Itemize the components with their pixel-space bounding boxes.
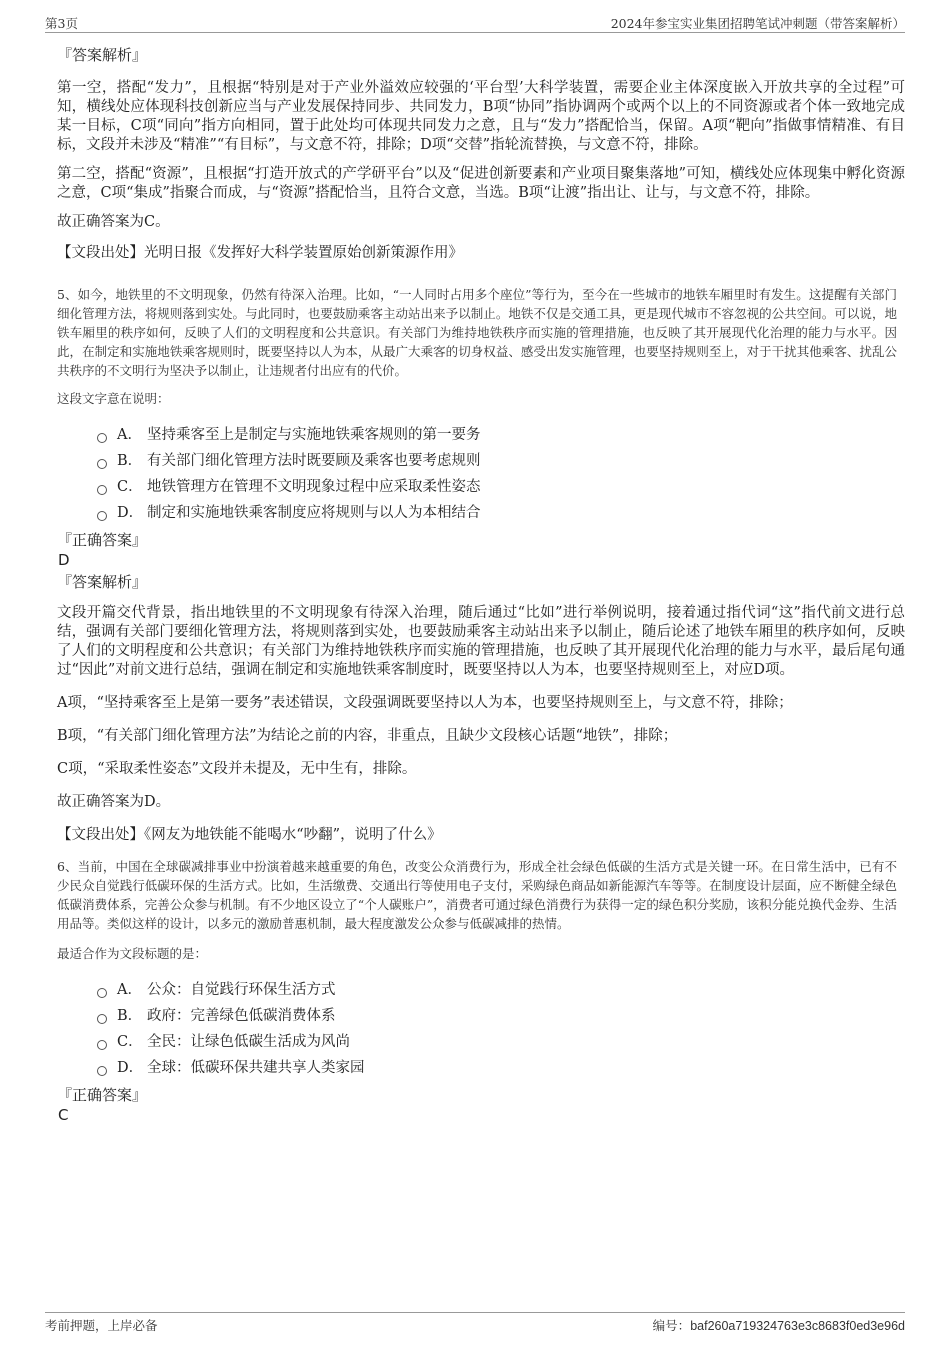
option-key: A． [117, 982, 142, 998]
question-text: 6、当前，中国在全球碳减排事业中扮演着越来越重要的角色，改变公众消费行为，形成全社会绿色低碳的生活方式是关键一环。在日常生活中，已有不少民众自觉践行低碳环保的生活方式。比如，生活缴费、交通出行等使用电子支付，采购绿色商品如新能源汽车等等。在制度设计层面，应不断健全绿色低碳消费体系，完善公众参与机制。有不少地区设立了“个人碳账户”，消费者可通过绿色消费行为获得一定的绿色积分奖励，该积分能兑换代金券、生活用品等。类似这样的设计，以多元的激励普惠机制，最大程度激发公众参与低碳减排的热情。 [57, 859, 897, 931]
option-key: C． [117, 1034, 143, 1050]
source-citation: 【文段出处】《网友为地铁能不能喝水“吵翻”，说明了什么》 [57, 827, 442, 843]
footer-slogan: 考前押题，上岸必备 [45, 1318, 158, 1333]
option-key: C． [117, 479, 143, 495]
option-text: 地铁管理方在管理不文明现象过程中应采取柔性姿态 [147, 479, 481, 495]
analysis-paragraph: A项，“坚持乘客至上是第一要务”表述错误，文段强调既要坚持以人为本，也要坚持规则至上，与文意不符，排除； [57, 695, 793, 711]
question-prompt: 最适合作为文段标题的是： [57, 946, 208, 961]
analysis-paragraph: C项，“采取柔性姿态”文段并未提及，无中生有，排除。 [57, 761, 417, 777]
question-6 [57, 857, 905, 1125]
analysis-paragraph: 第一空，搭配“发力”，且根据“特别是对于产业外溢效应较强的‘平台型’大科学装置，需要企业主体深度嵌入开放共享的全过程”可知，横线处应体现科技创新应当与产业发展保持同步、共同发力，B项“协同”指协调两个或两个以上的不同资源或者个体一致地完成某一目标，C项“同向”指方向相同，置于此处均可体现共同发力之意，且与“发力”搭配恰当，保留。A项“靶向”指做事情精准、有目标，文段并未涉及“精准”“有目标”，与文意不符，排除；D项“交替”指轮流替换，与文意不符，排除。 [57, 80, 905, 153]
option-text: 制定和实施地铁乘客制度应将规则与以人为本相结合 [147, 505, 481, 521]
radio-icon[interactable] [97, 459, 107, 469]
option-key: A． [117, 427, 142, 443]
option-list [97, 422, 905, 526]
option-c[interactable] [97, 474, 905, 500]
analysis-label: 『答案解析』 [57, 46, 148, 64]
question-prompt: 这段文字意在说明： [57, 391, 170, 406]
option-text: 坚持乘客至上是制定与实施地铁乘客规则的第一要务 [147, 427, 481, 443]
option-text: 有关部门细化管理方法时既要顾及乘客也要考虑规则 [147, 453, 481, 469]
option-list [97, 977, 905, 1081]
radio-icon[interactable] [97, 485, 107, 495]
option-b[interactable] [97, 1003, 905, 1029]
question-5 [57, 285, 905, 845]
correct-answer-label: 『正确答案』 [57, 1086, 148, 1104]
radio-icon[interactable] [97, 511, 107, 521]
source-citation: 【文段出处】光明日报《发挥好大科学装置原始创新策源作用》 [57, 245, 463, 261]
option-key: B． [117, 453, 143, 469]
question-text: 5、如今，地铁里的不文明现象，仍然有待深入治理。比如，“一人同时占用多个座位”等行为，至今在一些城市的地铁车厢里时有发生。这提醒有关部门细化管理方法，将规则落到实处。与此同时，也要鼓励乘客主动站出来予以制止。地铁不仅是交通工具，更是现代城市不容忽视的公共空间。可以说，地铁车厢里的秩序如何，反映了人们的文明程度和公共意识。有关部门为维持地铁秩序而实施的管理措施，也反映了其开展现代化治理的能力与水平。因此，在制定和实施地铁乘客规则时，既要坚持以人为本，从最广大乘客的切身权益、感受出发实施管理，也要坚持规则至上，对于干扰其他乘客、扰乱公共秩序的不文明行为坚决予以制止，让违规者付出应有的代价。 [57, 287, 897, 378]
option-d[interactable] [97, 1055, 905, 1081]
document-title: 2024年参宝实业集团招聘笔试冲刺题（带答案解析） [610, 16, 905, 31]
option-key: D． [117, 505, 144, 521]
correct-answer-value: D [58, 551, 70, 569]
radio-icon[interactable] [97, 988, 107, 998]
document-code [653, 1316, 905, 1334]
analysis-conclusion: 故正确答案为C。 [57, 214, 170, 230]
analysis-paragraph: B项，“有关部门细化管理方法”为结论之前的内容，非重点，且缺少文段核心话题“地铁”，排除； [57, 728, 678, 744]
option-text: 政府：完善绿色低碳消费体系 [147, 1008, 336, 1024]
option-text: 公众：自觉践行环保生活方式 [147, 982, 336, 998]
code-value: baf260a719324763e3c8683f0ed3e96d [690, 1319, 905, 1333]
option-a[interactable] [97, 422, 905, 448]
analysis-conclusion: 故正确答案为D。 [57, 794, 171, 810]
correct-answer-value: C [58, 1106, 69, 1124]
radio-icon[interactable] [97, 433, 107, 443]
analysis-label: 『答案解析』 [57, 573, 148, 591]
analysis-paragraph: 第二空，搭配“资源”，且根据“打造开放式的产学研平台”以及“促进创新要素和产业项目聚集落地”可知，横线处应体现集中孵化资源之意，C项“集成”指聚合而成，与“资源”搭配恰当，且符合文意，当选。B项“让渡”指出让、让与，与文意不符，排除。 [57, 166, 905, 201]
page-content [57, 45, 905, 1125]
option-b[interactable] [97, 448, 905, 474]
analysis-paragraph: 文段开篇交代背景，指出地铁里的不文明现象有待深入治理，随后通过“比如”进行举例说明，接着通过指代词“这”指代前文进行总结，强调有关部门要细化管理方法，将规则落到实处，也要鼓励乘客主动站出来予以制止，随后论述了地铁车厢里的秩序如何，反映了人们的文明程度和公共意识；有关部门为维持地铁秩序而实施的管理措施，也反映了其开展现代化治理的能力与水平，最后尾句通过“因此”对前文进行总结，强调在制定和实施地铁乘客制度时，既要坚持以人为本，也要坚持规则至上，对应D项。 [57, 605, 905, 678]
code-label: 编号： [652, 1318, 691, 1333]
radio-icon[interactable] [97, 1040, 107, 1050]
correct-answer-label: 『正确答案』 [57, 531, 148, 549]
q4-analysis-section [57, 45, 905, 263]
option-key: D． [117, 1060, 144, 1076]
option-a[interactable] [97, 977, 905, 1003]
radio-icon[interactable] [97, 1066, 107, 1076]
option-c[interactable] [97, 1029, 905, 1055]
option-text: 全球：低碳环保共建共享人类家园 [147, 1060, 365, 1076]
radio-icon[interactable] [97, 1014, 107, 1024]
page-header [45, 12, 905, 33]
page-footer [45, 1312, 905, 1335]
option-d[interactable] [97, 500, 905, 526]
page-number: 第3页 [45, 16, 78, 31]
option-text: 全民：让绿色低碳生活成为风尚 [147, 1034, 350, 1050]
option-key: B． [117, 1008, 143, 1024]
